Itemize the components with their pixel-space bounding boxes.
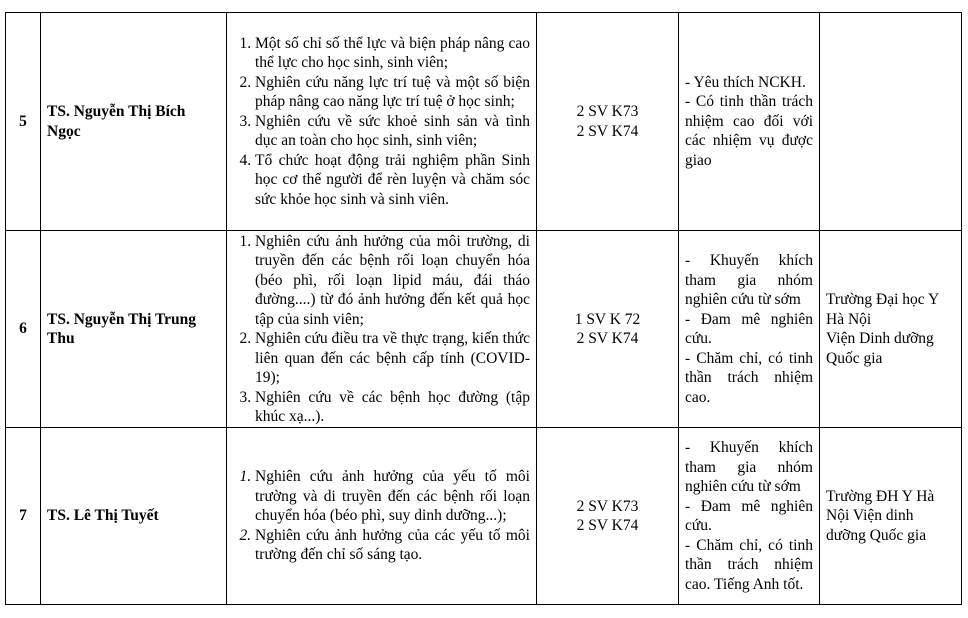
- topic-item: 2. Nghiên cứu năng lực trí tuệ và một số biện pháp nâng cao năng lực trí tuệ ở học sinh;: [255, 73, 530, 112]
- topic-item: 3. Nghiên cứu về sức khoẻ sinh sản và tình dục an toàn cho học sinh, sinh viên;: [255, 112, 530, 151]
- student-quota-line: 2 SV K73: [576, 103, 639, 120]
- requirement-line: - Khuyến khích tham gia nhóm nghiên cứu từ sớm: [685, 439, 813, 495]
- stt-cell: 7: [6, 428, 41, 605]
- supervisor-table: [5, 12, 962, 605]
- requirements: [679, 231, 820, 428]
- requirement-line: - Chăm chỉ, có tinh thần trách nhiệm cao. Tiếng Anh tốt.: [685, 536, 813, 593]
- workplace: Trường Đại học Y Hà Nội Viện Dinh dưỡng Quốc gia: [820, 231, 962, 428]
- table-row: [6, 231, 962, 428]
- supervisor-name: TS. Nguyễn Thị Bích Ngọc: [41, 13, 227, 231]
- requirement-line: - Khuyến khích tham gia nhóm nghiên cứu từ sớm: [685, 252, 813, 308]
- topic-item: 2. Nghiên cứu điều tra về thực trạng, kiến thức liên quan đến các bệnh cấp tính (COVID-19);: [255, 329, 530, 388]
- requirement-line: - Đam mê nghiên cứu.: [685, 497, 813, 534]
- supervisor-name: TS. Nguyễn Thị Trung Thu: [41, 231, 227, 428]
- requirement-line: - Có tinh thần trách nhiệm cao đối với các nhiệm vụ được giao: [685, 93, 813, 169]
- student-quota-line: 2 SV K74: [576, 122, 639, 140]
- student-quota: [537, 231, 679, 428]
- student-quota: [537, 13, 679, 231]
- topic-item: 1. Nghiên cứu ảnh hưởng của môi trường, di truyền đến các bệnh rối loạn chuyển hóa (béo phì, rối loạn lipid máu, đái tháo đường....) từ đó ảnh hưởng đến kết quả học tập của sinh viên;: [255, 232, 530, 330]
- table-row: [6, 13, 962, 231]
- topic-item: 1. Nghiên cứu ảnh hưởng của yếu tố môi trường và di truyền đến các bệnh rối loạn chuyển hóa (béo phì, suy dinh dưỡng...);: [255, 467, 530, 526]
- topic-item: 2. Nghiên cứu ảnh hưởng của các yếu tố môi trường đến chỉ số sáng tạo.: [255, 526, 530, 565]
- supervisor-name: TS. Lê Thị Tuyết: [41, 428, 227, 605]
- requirements: [679, 13, 820, 231]
- topic-item: 4. Tổ chức hoạt động trải nghiệm phần Sinh học cơ thể người để rèn luyện và chăm sóc sức khỏe học sinh và sinh viên.: [255, 151, 530, 210]
- student-quota-line: 1 SV K 72: [574, 310, 641, 328]
- requirement-line: - Chăm chỉ, có tinh thần trách nhiệm cao.: [685, 349, 813, 406]
- student-quota-line: 2 SV K73: [576, 497, 639, 515]
- stt-cell: 6: [6, 231, 41, 428]
- topic-item: 1. Một số chỉ số thể lực và biện pháp nâng cao thể lực cho học sinh, sinh viên;: [255, 34, 530, 73]
- research-topics: [227, 231, 537, 428]
- workplace: [820, 13, 962, 231]
- stt-cell: 5: [6, 13, 41, 231]
- student-quota-line: 2 SV K74: [576, 330, 639, 347]
- student-quota-line: 2 SV K74: [576, 517, 639, 534]
- requirement-line: - Yêu thích NCKH.: [685, 73, 806, 91]
- requirement-line: - Đam mê nghiên cứu.: [685, 310, 813, 347]
- requirements: [679, 428, 820, 605]
- table-row: [6, 428, 962, 605]
- workplace: Trường ĐH Y Hà Nội Viện dinh dưỡng Quốc gia: [820, 428, 962, 605]
- research-topics: [227, 428, 537, 605]
- student-quota: [537, 428, 679, 605]
- research-topics: [227, 13, 537, 231]
- topic-item: 3. Nghiên cứu về các bệnh học đường (tập khúc xạ...).: [255, 388, 530, 427]
